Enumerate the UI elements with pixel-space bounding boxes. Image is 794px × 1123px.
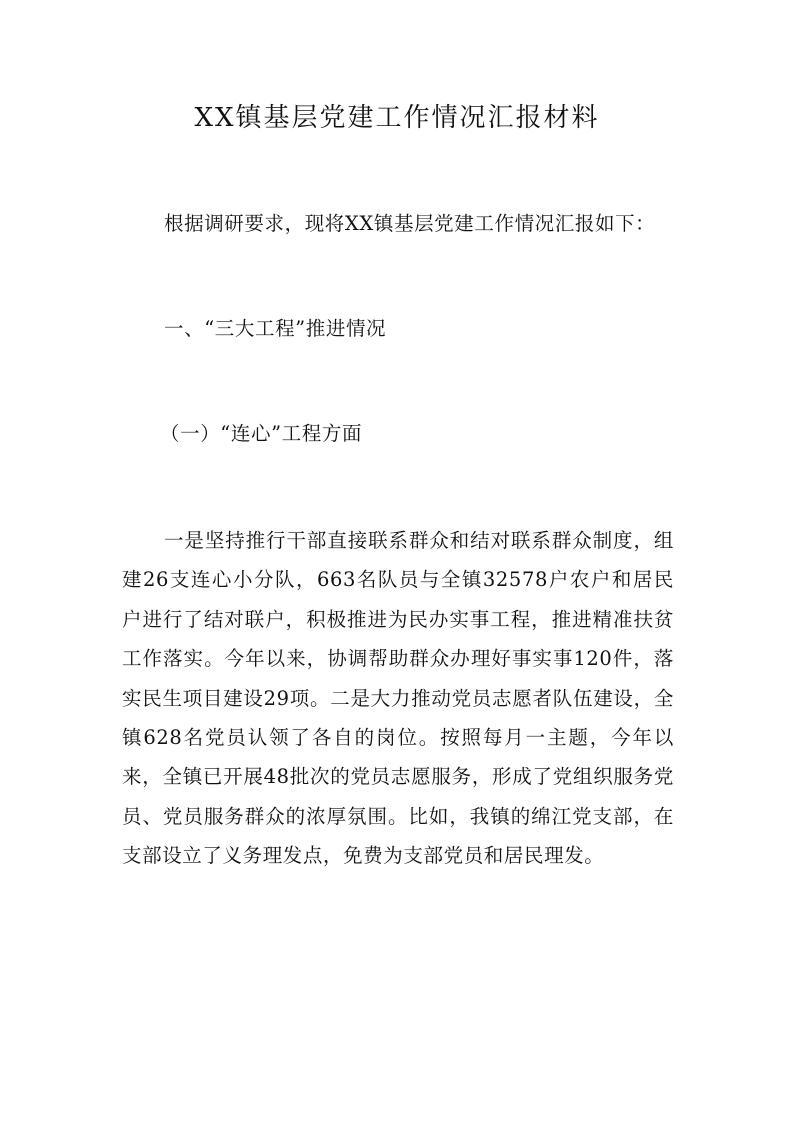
intro-paragraph: 根据调研要求，现将XX镇基层党建工作情况汇报如下： bbox=[164, 212, 656, 235]
subsection-heading: （一）“连心”工程方面 bbox=[160, 422, 363, 445]
document-title: XX镇基层党建工作情况汇报材料 bbox=[194, 103, 600, 133]
section-heading: 一、“三大工程”推进情况 bbox=[164, 317, 387, 340]
body-paragraph: 一是坚持推行干部直接联系群众和结对联系群众制度，组建26支连心小分队，663名队员与全镇32578户农户和居民户进行了结对联户，积极推进为民办实事工程，推进精准扶贫工作落实。今年以来，协调帮助群众办理好事实事120件，落实民生项目建设29项。二是大力推动党员志愿者队伍建设，全镇628名党员认领了各自的岗位。按照每月一主题，今年以来，全镇已开展48批次的党员志愿服务，形成了党组织服务党员、党员服务群众的浓厚氛围。比如，我镇的绵江党支部，在支部设立了义务理发点，免费为支部党员和居民理发。 bbox=[122, 529, 674, 868]
